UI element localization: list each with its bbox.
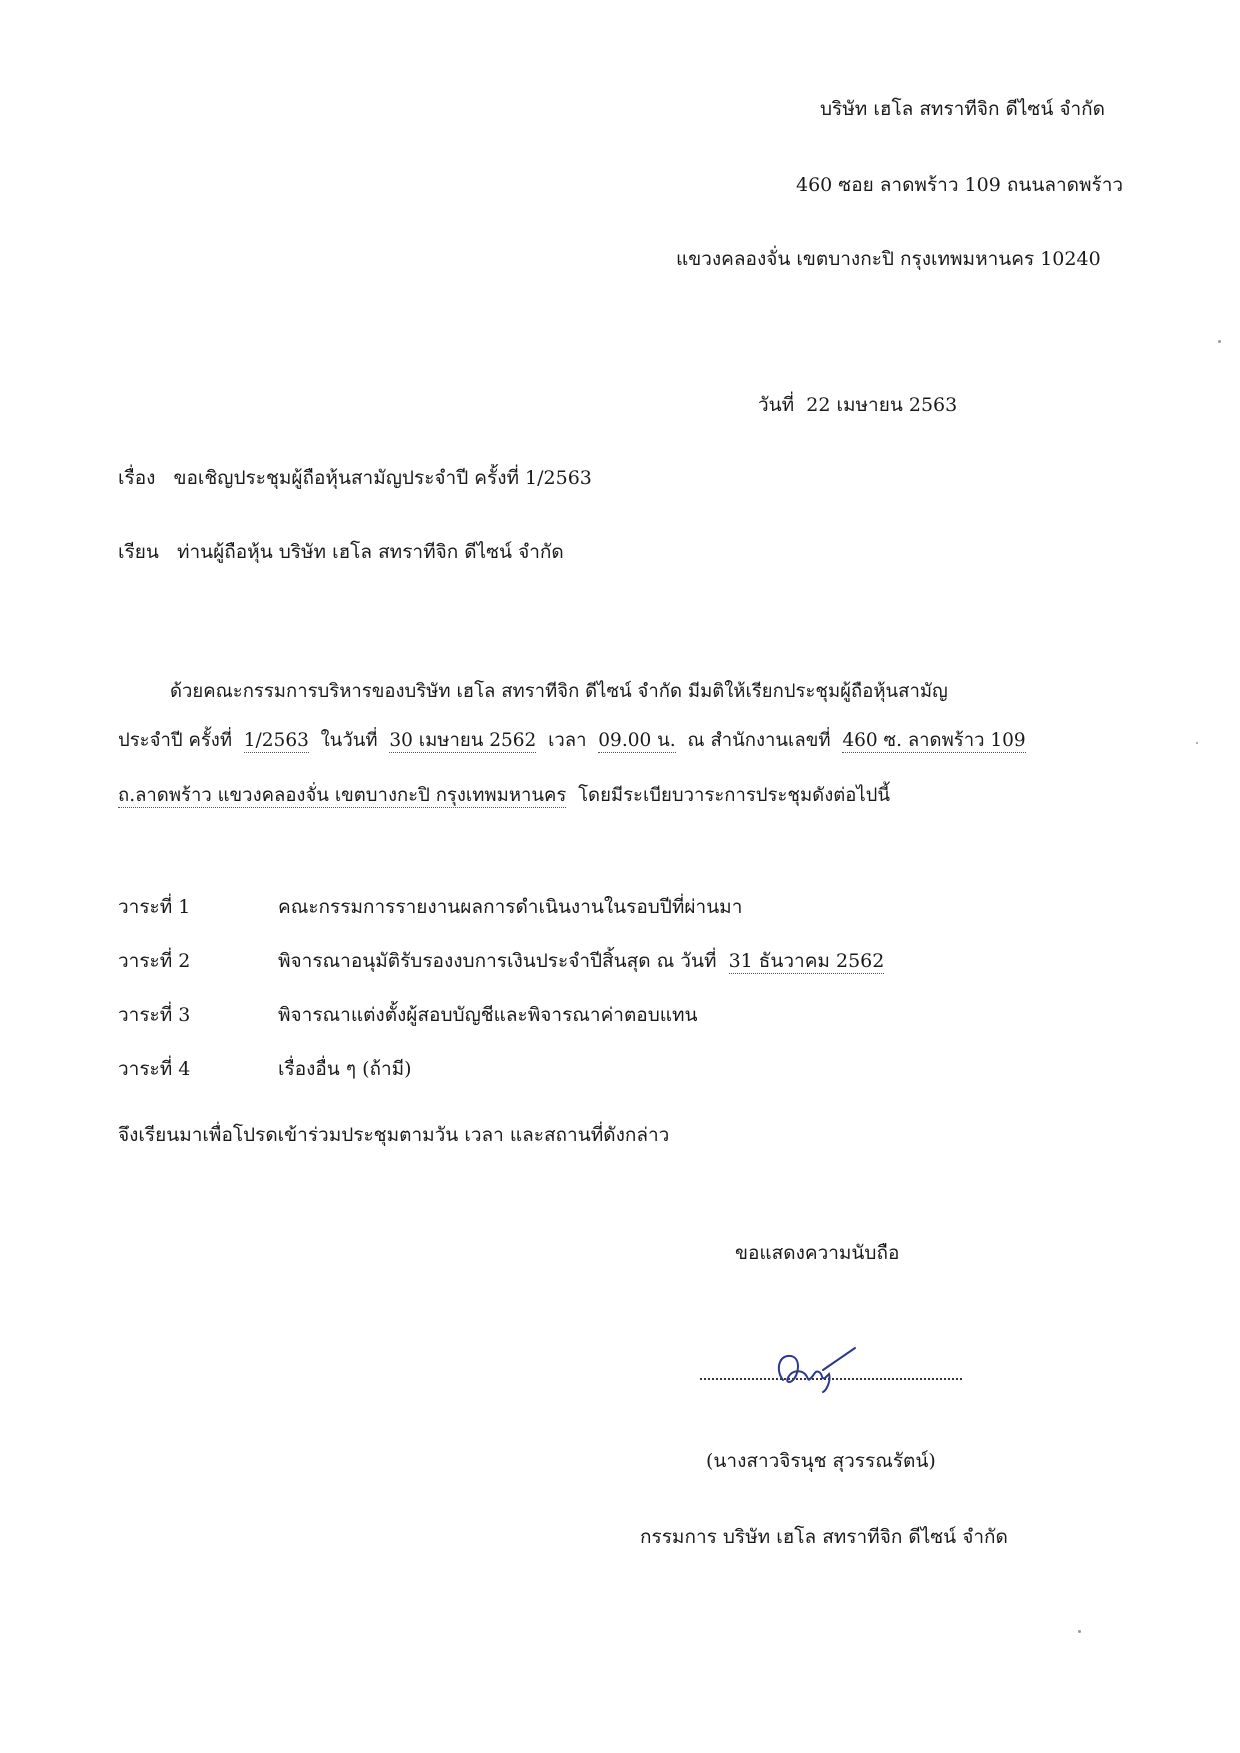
meeting-no-label: ประจำปี ครั้งที่ xyxy=(118,730,233,751)
body-line-2 xyxy=(118,726,1026,755)
subject-label: เรื่อง xyxy=(118,467,156,489)
agenda-label-1: วาระที่ 1 xyxy=(118,896,191,918)
address-line-1: 460 ซอย ลาดพร้าว 109 ถนนลาดพร้าว xyxy=(796,174,1124,196)
agenda-text-1: คณะกรรมการรายงานผลการดำเนินงานในรอบปีที่ผ่านมา xyxy=(278,896,743,918)
meeting-address-cont: ถ.ลาดพร้าว แขวงคลองจั่น เขตบางกะปิ กรุงเทพมหานคร xyxy=(118,785,567,806)
regards: ขอแสดงความนับถือ xyxy=(735,1242,900,1264)
recipient-text: ท่านผู้ถือหุ้น บริษัท เฮโล สทราทีจิก ดีไซน์ จำกัด xyxy=(176,541,564,563)
agenda-text-2 xyxy=(278,946,884,976)
agenda-label-2: วาระที่ 2 xyxy=(118,950,191,972)
signature-icon xyxy=(765,1340,875,1400)
meeting-date: 30 เมษายน 2562 xyxy=(389,730,537,751)
meeting-time-label: เวลา xyxy=(548,730,587,751)
scan-speck xyxy=(1078,1630,1081,1633)
meeting-date-label: ในวันที่ xyxy=(320,730,378,751)
scan-speck xyxy=(1218,340,1221,343)
signatory-title: กรรมการ บริษัท เฮโล สทราทีจิก ดีไซน์ จำกัด xyxy=(640,1526,1008,1548)
agenda-text-2-date: 31 ธันวาคม 2562 xyxy=(728,950,885,972)
meeting-place-label: ณ สำนักงานเลขที่ xyxy=(687,730,831,751)
closing-line: จึงเรียนมาเพื่อโปรดเข้าร่วมประชุมตามวัน เวลา และสถานที่ดังกล่าว xyxy=(118,1124,670,1146)
body-line-3 xyxy=(118,781,890,810)
scan-speck xyxy=(1196,742,1198,744)
agenda-text-3: พิจารณาแต่งตั้งผู้สอบบัญชีและพิจารณาค่าตอบแทน xyxy=(278,1004,698,1026)
meeting-time: 09.00 น. xyxy=(598,730,676,751)
body-line-1: ด้วยคณะกรรมการบริหารของบริษัท เฮโล สทราทีจิก ดีไซน์ จำกัด มีมติให้เรียกประชุมผู้ถือหุ้นสามัญ xyxy=(170,681,948,702)
date-value: 22 เมษายน 2563 xyxy=(806,394,958,416)
signatory-name: (นางสาวจิรนุช สุวรรณรัตน์) xyxy=(706,1450,936,1472)
subject-text: ขอเชิญประชุมผู้ถือหุ้นสามัญประจำปี ครั้งที่ 1/2563 xyxy=(173,467,592,489)
recipient-label: เรียน xyxy=(118,541,159,563)
agenda-label-4: วาระที่ 4 xyxy=(118,1058,191,1080)
address-line-2: แขวงคลองจั่น เขตบางกะปิ กรุงเทพมหานคร 10240 xyxy=(676,248,1101,270)
agenda-label-3: วาระที่ 3 xyxy=(118,1004,191,1026)
company-name: บริษัท เฮโล สทราทีจิก ดีไซน์ จำกัด xyxy=(820,98,1105,120)
date-label: วันที่ xyxy=(758,394,795,416)
meeting-no: 1/2563 xyxy=(243,730,309,751)
subject-line xyxy=(118,463,592,493)
agenda-text-2-main: พิจารณาอนุมัติรับรองงบการเงินประจำปีสิ้นสุด ณ วันที่ xyxy=(278,950,717,972)
date-line xyxy=(758,390,957,420)
meeting-address: 460 ซ. ลาดพร้าว 109 xyxy=(842,730,1026,751)
recipient-line xyxy=(118,537,564,567)
agenda-intro: โดยมีระเบียบวาระการประชุมดังต่อไปนี้ xyxy=(578,785,891,806)
agenda-text-4: เรื่องอื่น ๆ (ถ้ามี) xyxy=(278,1058,412,1080)
